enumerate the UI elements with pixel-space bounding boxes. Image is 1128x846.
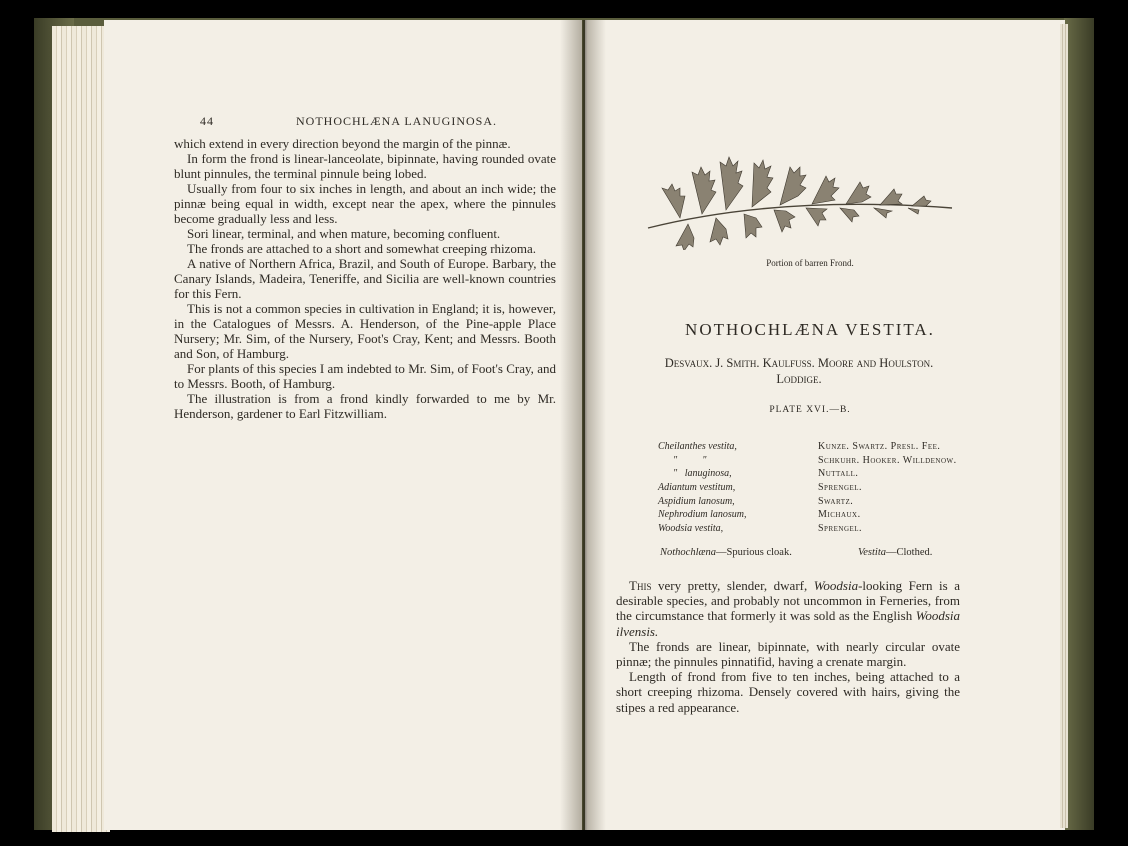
synonym-row <box>658 481 988 495</box>
cover-right-edge <box>1064 18 1094 830</box>
paragraph <box>616 578 960 639</box>
synonym-name: Woodsia vestita, <box>658 523 724 535</box>
running-head-title: NOTHOCHLÆNA LANUGINOSA. <box>296 114 497 128</box>
authorities-line-2: Loddige. <box>776 372 822 386</box>
species-etymology <box>858 547 932 558</box>
paragraph: Sori linear, terminal, and when mature, becoming confluent. <box>187 226 501 241</box>
synonym-row <box>658 508 988 522</box>
paragraph: A native of Northern Africa, Brazil, and South of Europe. Barbary, the Canary Islands, Madeira, Teneriffe, and Sicilia are well-known countries for this Fern. <box>174 256 556 301</box>
authorities <box>624 355 974 387</box>
synonym-row <box>658 440 988 454</box>
synonym-row <box>658 522 988 536</box>
paragraph: Usually from four to six inches in length, and about an inch wide; the pinnæ being equal in width, except near the apex, where the pinnules become gradually less and less. <box>174 181 556 226</box>
page-edges-stack <box>52 26 110 832</box>
paragraph: Length of frond from five to ten inches, being attached to a short creeping rhizoma. Densely covered with hairs, giving the stipes a red appearance. <box>616 669 960 715</box>
synonym-authority: Kunze. Swartz. Presl. Fee. <box>818 441 941 452</box>
authorities-line-1: Desvaux. J. Smith. Kaulfuss. Moore and Houlston. <box>664 356 934 370</box>
synonym-authority: Michaux. <box>818 509 861 521</box>
synonym-name: Aspidium lanosum, <box>658 495 735 507</box>
right-page-edges <box>1060 24 1068 828</box>
paragraph: The illustration is from a frond kindly forwarded to me by Mr. Henderson, gardener to Earl Fitzwilliam. <box>174 391 556 421</box>
synonym-row <box>658 467 988 481</box>
synonym-list <box>658 440 988 536</box>
synonym-authority: Schkuhr. Hooker. Willdenow. <box>818 454 957 466</box>
paragraph: The fronds are linear, bipinnate, with nearly circular ovate pinnæ; the pinnules pinnatifid, having a crenate margin. <box>616 638 960 670</box>
page-number: 44 <box>200 114 214 128</box>
fern-frond-illustration <box>640 140 960 250</box>
paragraph: This is not a common species in cultivation in England; it is, however, in the Catalogues of Messrs. A. Henderson, of the Pine-apple Place Nursery; Mr. Sim, of the Nursery, Foot's Cray, Kent; and Messrs. Booth and Son, of Hamburg. <box>174 301 556 361</box>
species-meaning: —Clothed. <box>886 547 933 558</box>
synonym-authority: Swartz. <box>818 495 854 507</box>
synonym-authority: Nuttall. <box>818 468 859 480</box>
lead-word: This <box>629 578 652 593</box>
text-run: very pretty, slender, dwarf, <box>651 578 814 593</box>
synonym-authority: Sprengel. <box>818 523 863 535</box>
synonym-row <box>658 495 988 509</box>
synonym-name: " lanuginosa, <box>658 468 732 480</box>
text-run: -looking Fern is a desirable species, and probably not uncommon in Ferneries, from the circumstance that formerly it was sold as the English <box>616 578 960 624</box>
italic-run: Woodsia ilvensis. <box>616 608 960 639</box>
left-running-head <box>200 114 576 132</box>
genus-name: Nothochlæna <box>660 547 717 558</box>
synonym-name: Cheilanthes vestita, <box>658 441 737 452</box>
figure-caption: Portion of barren Frond. <box>766 258 854 268</box>
species-title: NOTHOCHLÆNA VESTITA. <box>685 320 935 339</box>
paragraph: In form the frond is linear-lanceolate, bipinnate, having rounded ovate blunt pinnules, the terminal pinnule being lobed. <box>174 151 556 181</box>
synonym-name: Adiantum vestitum, <box>658 482 736 494</box>
genus-meaning: —Spurious cloak. <box>716 547 792 558</box>
synonym-row <box>658 454 988 468</box>
species-name: Vestita <box>858 547 886 558</box>
paragraph: which extend in every direction beyond the margin of the pinnæ. <box>174 136 511 151</box>
synonym-name: " " <box>658 454 707 466</box>
left-body-text <box>174 136 556 421</box>
book-gutter <box>560 20 606 830</box>
synonym-name: Nephrodium lanosum, <box>658 509 747 521</box>
plate-number: PLATE XVI.—B. <box>769 405 851 415</box>
right-body-text <box>616 578 960 715</box>
genus-etymology <box>660 547 792 558</box>
paragraph: The fronds are attached to a short and somewhat creeping rhizoma. <box>187 241 537 256</box>
synonym-authority: Sprengel. <box>818 482 863 494</box>
paragraph: For plants of this species I am indebted to Mr. Sim, of Foot's Cray, and to Messrs. Booth, of Hamburg. <box>174 361 556 391</box>
italic-run: Woodsia <box>813 578 859 593</box>
